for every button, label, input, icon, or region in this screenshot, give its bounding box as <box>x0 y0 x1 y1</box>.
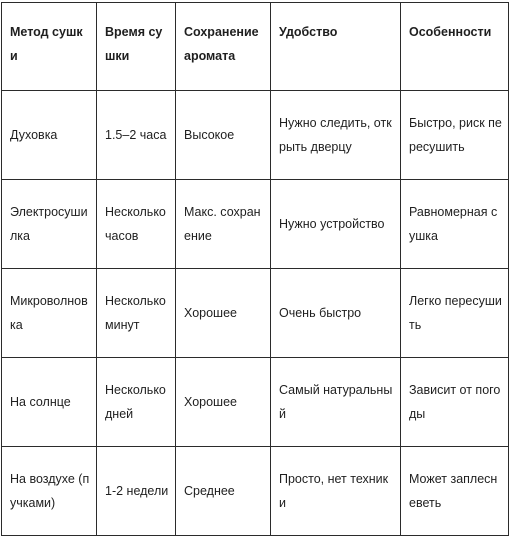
table-row <box>2 358 509 447</box>
cell-method: На солнце <box>2 358 97 447</box>
cell-features: Быстро, риск пересушить <box>401 91 509 180</box>
table-row <box>2 180 509 269</box>
cell-method: Микроволновка <box>2 269 97 358</box>
cell-convenience: Самый натуральный <box>271 358 401 447</box>
header-method: Метод сушки <box>2 3 97 91</box>
cell-convenience: Очень быстро <box>271 269 401 358</box>
cell-features: Равномерная сушка <box>401 180 509 269</box>
cell-features: Легко пересушить <box>401 269 509 358</box>
header-time: Время сушки <box>97 3 176 91</box>
cell-convenience: Нужно следить, открыть дверцу <box>271 91 401 180</box>
cell-method: На воздухе (пучками) <box>2 447 97 536</box>
cell-features: Может заплесневеть <box>401 447 509 536</box>
cell-method: Электросушилка <box>2 180 97 269</box>
cell-convenience: Нужно устройство <box>271 180 401 269</box>
cell-method: Духовка <box>2 91 97 180</box>
cell-convenience: Просто, нет техники <box>271 447 401 536</box>
cell-time: Несколько часов <box>97 180 176 269</box>
header-features: Особенности <box>401 3 509 91</box>
cell-aroma: Хорошее <box>176 269 271 358</box>
cell-time: Несколько дней <box>97 358 176 447</box>
cell-aroma: Хорошее <box>176 358 271 447</box>
cell-time: 1.5–2 часа <box>97 91 176 180</box>
header-aroma: Сохранение аромата <box>176 3 271 91</box>
cell-time: 1-2 недели <box>97 447 176 536</box>
cell-features: Зависит от погоды <box>401 358 509 447</box>
table-row <box>2 91 509 180</box>
table-row <box>2 269 509 358</box>
cell-aroma: Макс. сохранение <box>176 180 271 269</box>
cell-aroma: Высокое <box>176 91 271 180</box>
cell-time: Несколько минут <box>97 269 176 358</box>
drying-methods-table <box>1 2 509 536</box>
table-row <box>2 447 509 536</box>
cell-aroma: Среднее <box>176 447 271 536</box>
table-header-row <box>2 3 509 91</box>
header-convenience: Удобство <box>271 3 401 91</box>
